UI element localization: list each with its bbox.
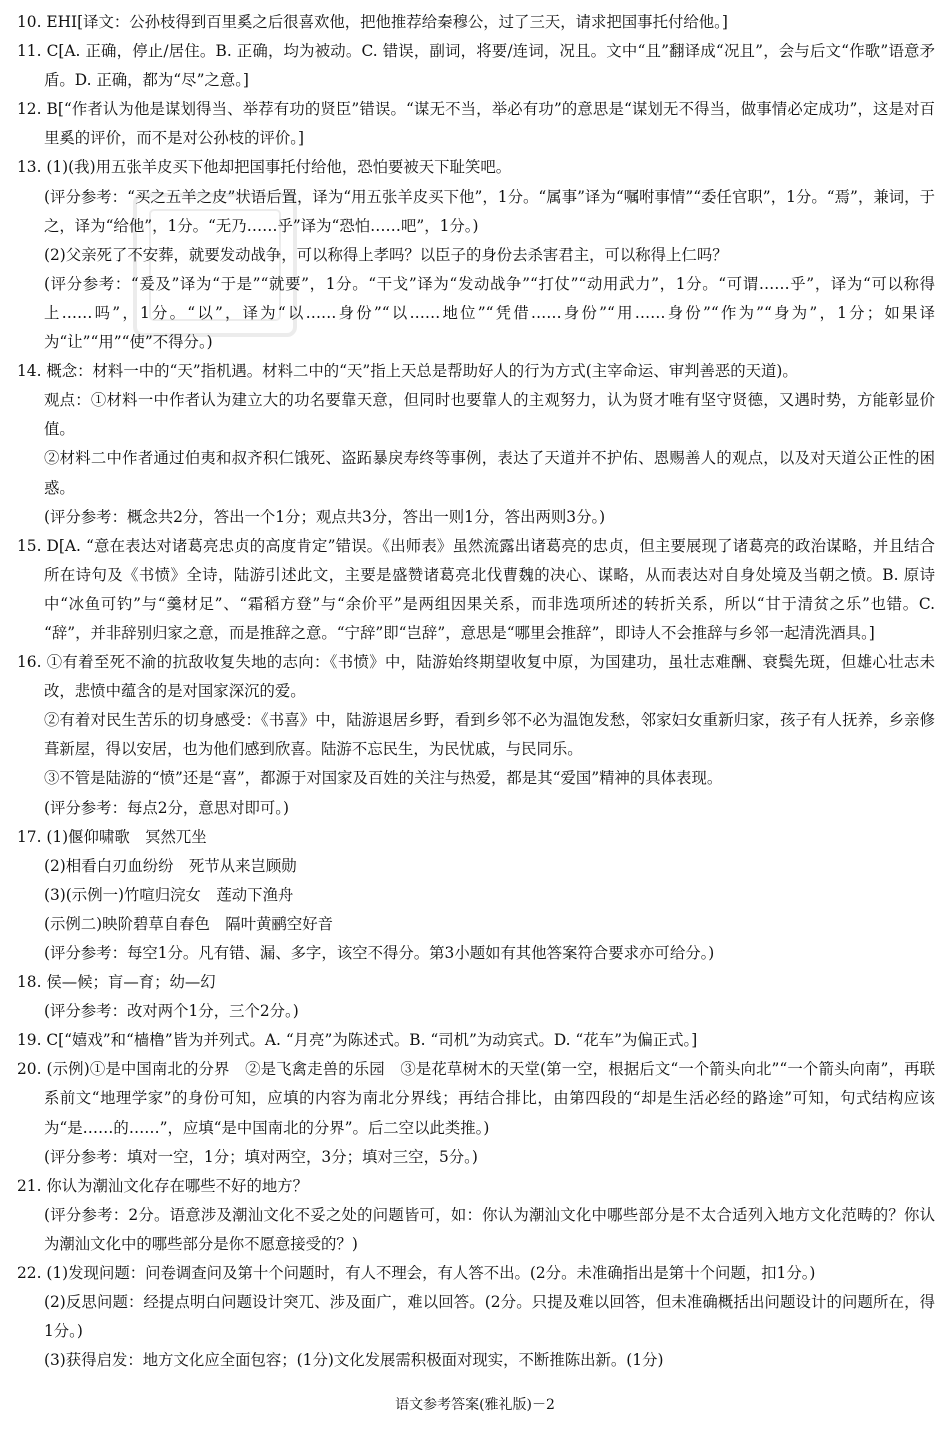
answer-page: [17, 8, 935, 1375]
answer-item-21-scoring: (评分参考：2分。语意涉及潮汕文化不妥之处的问题皆可，如：你认为潮汕文化中哪些部分是不太合适列入地方文化范畴的？你认为潮汕文化中的哪些部分是你不愿意接受的？): [44, 1205, 935, 1253]
answer-item-19: 19. C[“嬉戏”和“樯橹”皆为并列式。A. “月亮”为陈述式。B. “司机”为动宾式。D. “花车”为偏正式。]: [17, 1031, 698, 1050]
answer-item-13-part-2: (2)父亲死了不安葬，就要发动战争，可以称得上孝吗？以臣子的身份去杀害君主，可以称得上仁吗？: [44, 245, 728, 264]
answer-item-17-scoring: (评分参考：每空1分。凡有错、漏、多字，该空不得分。第3小题如有其他答案符合要求亦可给分。): [44, 944, 715, 962]
answer-item-12: 12. B[“作者认为他是谋划得当、举荐有功的贤臣”错误。“谋无不当，举必有功”的意思是“谋划无不得当，做事情必定成功”，这是对百里奚的评价，而不是对公孙枝的评价。]: [17, 100, 935, 148]
answer-item-17-part-3b: (示例二)映阶碧草自春色 隔叶黄鹂空好音: [44, 914, 334, 933]
answer-item-18: 18. 侯—候；肓—育；幼—幻: [17, 973, 216, 992]
answer-item-10: 10. EHI[译文：公孙枝得到百里奚之后很喜欢他，把他推荐给秦穆公，过了三天，请求把国事托付给他。]: [17, 13, 728, 31]
answer-item-16-scoring: (评分参考：每点2分，意思对即可。): [44, 798, 289, 817]
page-footer: 语文参考答案(雅礼版)－2: [395, 1397, 555, 1413]
answer-item-14-scoring: (评分参考：概念共2分，答出一个1分；观点共3分，答出一则1分，答出两则3分。): [44, 507, 606, 526]
answer-item-17-part-2: (2)相看白刃血纷纷 死节从来岂顾勋: [44, 856, 297, 875]
answer-item-13-scoring-1: (评分参考：“买之五羊之皮”状语后置，译为“用五张羊皮买下他”，1分。“属事”译为“嘱咐事情”“委任官职”，1分。“焉”，兼词，于之，译为“给他”，1分。“无乃……乎”译为“恐怕……吧”，1分。): [44, 187, 935, 235]
answer-item-22: 22. (1)发现问题：问卷调查问及第十个问题时，有人不理会，有人答不出。(2分。未准确指出是第十个问题，扣1分。): [17, 1264, 816, 1283]
answer-item-15: 15. D[A. “意在表达对诸葛亮忠贞的高度肯定”错误。《出师表》虽然流露出诸葛亮的忠贞，但主要展现了诸葛亮的政治谋略，并且结合所在诗句及《书愤》全诗，陆游引述此文，主要是盛赞诸葛亮北伐曹魏的决心、谋略，从而表达对自身处境及当朝之愤。B. 原诗中“冰鱼可钓”与“羹材足”、“霜稻方登”与“余价平”是两组因果关系，而非选项所述的转折关系，所以“甘于清贫之乐”也错。C. “辞”，并非辞别归家之意，而是推辞之意。“宁辞”即“岂辞”，意思是“哪里会推辞”，即诗人不会推辞与乡邻一起清洗酒具。]: [17, 536, 935, 642]
answer-item-17-part-3a: (3)(示例一)竹喧归浣女 莲动下渔舟: [44, 885, 294, 904]
answer-item-11: 11. C[A. 正确，停止/居住。B. 正确，均为被动。C. 错误，副词，将要/连词，况且。文中“且”翻译成“况且”，会与后文“作歌”语意矛盾。D. 正确，都为“尽”之意。]: [17, 42, 936, 90]
answer-item-20: 20. (示例)①是中国南北的分界 ②是飞禽走兽的乐园 ③是花草树木的天堂(第一空，根据后文“一个箭头向北”“一个箭头向南”，再联系前文“地理学家”的身份可知，应填的内容为南北分界线；再结合排比，由第四段的“却是生活必经的路途”可知，句式结构应该为“是……的……”，应填“是中国南北的分界”。后二空以此类推。): [17, 1060, 935, 1137]
answer-item-13-scoring-2: (评分参考：“爰及”译为“于是”“就要”，1分。“干戈”译为“发动战争”“打仗”“动用武力”，1分。“可谓……乎”，译为“可以称得上……吗”，1分。“以”，译为“以……身份”“以……地位”“凭借……身份”“用……身份”“作为”“身为”，1分；如果译为“让”“用”“使”不得分。): [44, 274, 935, 352]
answer-item-22-part-3: (3)获得启发：地方文化应全面包容；(1分)文化发展需积极面对现实，不断推陈出新。(1分): [44, 1351, 664, 1370]
answer-item-14: 14. 概念：材料一中的“天”指机遇。材料二中的“天”指上天总是帮助好人的行为方式(主宰命运、审判善恶的天道)。: [17, 362, 798, 381]
answer-item-13: 13. (1)(我)用五张羊皮买下他却把国事托付给他，恐怕要被天下耻笑吧。: [17, 158, 512, 177]
answer-item-21: 21. 你认为潮汕文化存在哪些不好的地方？: [17, 1176, 309, 1195]
answer-item-16-point-3: ③不管是陆游的“愤”还是“喜”，都源于对国家及百姓的关注与热爱，都是其“爱国”精神的具体表现。: [44, 769, 723, 788]
answer-item-14-view-2: ②材料二中作者通过伯夷和叔齐积仁饿死、盗跖暴戾寿终等事例，表达了天道并不护佑、恩赐善人的观点，以及对天道公正性的困惑。: [44, 449, 935, 497]
answer-item-18-scoring: (评分参考：改对两个1分，三个2分。): [44, 1002, 299, 1021]
answer-item-16-point-2: ②有着对民生苦乐的切身感受：《书喜》中，陆游退居乡野，看到乡邻不必为温饱发愁，邻家妇女重新归家，孩子有人抚养，乡亲修葺新屋，得以安居，也为他们感到欣喜。陆游不忘民生，为民忧戚，与民同乐。: [44, 711, 935, 759]
answer-item-22-part-2: (2)反思问题：经提点明白问题设计突兀、涉及面广，难以回答。(2分。只提及难以回答，但未准确概括出问题设计的问题所在，得1分。): [44, 1293, 935, 1341]
answer-item-14-view-1: 观点：①材料一中作者认为建立大的功名要靠天意，但同时也要靠人的主观努力，认为贤才唯有坚守贤德，又遇时势，方能彰显价值。: [44, 391, 935, 439]
answer-item-17: 17. (1)偃仰啸歌 冥然兀坐: [17, 827, 207, 846]
answer-item-16: 16. ①有着至死不渝的抗敌收复失地的志向：《书愤》中，陆游始终期望收复中原，为国建功，虽壮志难酬、衰鬓先斑，但雄心壮志未改，悲愤中蕴含的是对国家深沉的爱。: [17, 653, 935, 701]
answer-item-20-scoring: (评分参考：填对一空，1分；填对两空，3分；填对三空，5分。): [44, 1147, 478, 1166]
